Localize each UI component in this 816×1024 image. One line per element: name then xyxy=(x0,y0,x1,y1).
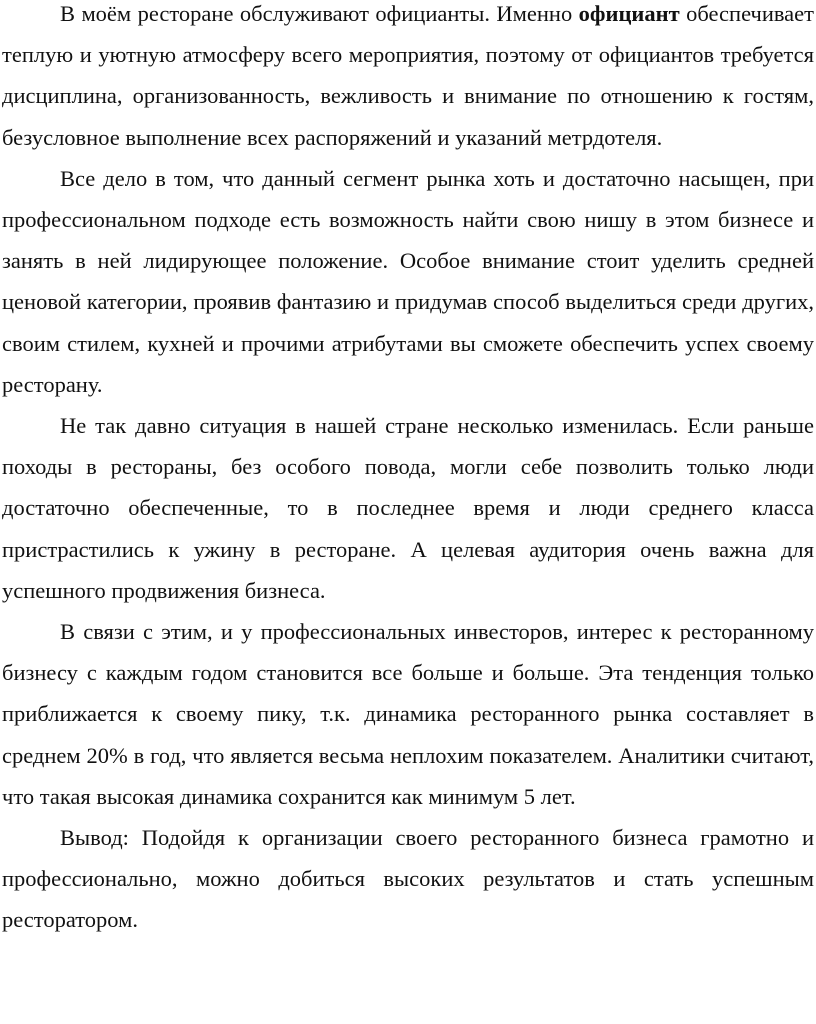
bold-term-waiter: официант xyxy=(578,1,680,26)
paragraph-waiters-text-start: В моём ресторане обслуживают официанты. Именно xyxy=(60,1,579,26)
paragraph-waiters-text-end: обеспечивает теплую и уютную атмосферу всего мероприятия, поэтому от официантов требуется дисциплина, организованность, вежливость и внимание по отношению к гостям, безусловное выполнение всех распоряжений и указаний метрдотеля. xyxy=(2,1,814,150)
paragraph-market-segment: Все дело в том, что данный сегмент рынка хоть и достаточно насыщен, при профессиональном подходе есть возможность найти свою нишу в этом бизнесе и занять в ней лидирующее положение. Особое внимание стоит уделить средней ценовой категории, проявив фантазию и придумав способ выделиться среди других, своим стилем, кухней и прочими атрибутами вы сможете обеспечить успех своему ресторану. xyxy=(2,165,814,397)
paragraph-conclusion: Вывод: Подойдя к организации своего ресторанного бизнеса грамотно и профессионально, можно добиться высоких результатов и стать успешным ресторатором. xyxy=(2,825,814,933)
paragraph-situation-change: Не так давно ситуация в нашей стране несколько изменилась. Если раньше походы в рестораны, без особого повода, могли себе позволить только люди достаточно обеспеченные, то в последнее время и люди среднего класса пристрастились к ужину в ресторане. А целевая аудитория очень важна для успешного продвижения бизнеса. xyxy=(2,413,814,603)
paragraph-investors: В связи с этим, и у профессиональных инвесторов, интерес к ресторанному бизнесу с каждым годом становится все больше и больше. Эта тенденция только приближается к своему пику, т.к. динамика ресторанного рынка составляет в среднем 20% в год, что является весьма неплохим показателем. Аналитики считают, что такая высокая динамика сохранится как минимум 5 лет. xyxy=(2,619,814,809)
paragraph-waiters xyxy=(2,0,814,158)
